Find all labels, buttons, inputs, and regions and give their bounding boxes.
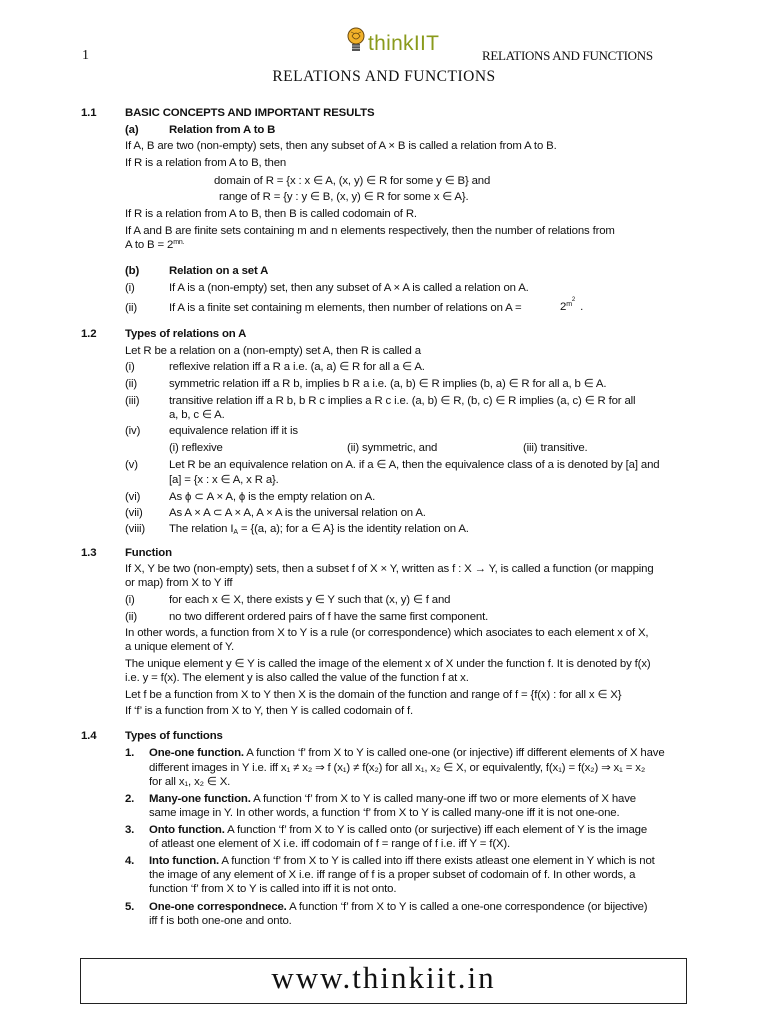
- item-text: no two different ordered pairs of f have the same first component.: [169, 611, 489, 623]
- text-part: A function ‘f’ from X to Y is called a one-one correspondence (or bijective): [286, 901, 648, 913]
- section-heading: Function: [125, 547, 172, 559]
- item-text: As A × A ⊂ A × A, A × A is the universal relation on A.: [169, 507, 426, 519]
- item-number: (iii): [125, 395, 140, 407]
- formula-power: [560, 297, 584, 314]
- item-text: different images in Y i.e. iff x₁ ≠ x₂ ⇒ f (x₁) ≠ f(x₂) for all x₁, x₂ ∈ X, or equivalently, f(x₁) = f(x₂) ⇒ x₁ = x₂: [149, 762, 646, 774]
- item-number: 1.: [125, 747, 135, 759]
- paragraph: or map) from X to Y iff: [125, 577, 233, 589]
- paragraph: If R is a relation from A to B, then B is called codomain of R.: [125, 208, 417, 220]
- formula-text: A to B = 2: [125, 239, 174, 251]
- item-number: (ii): [125, 611, 138, 623]
- item-number: 2.: [125, 793, 135, 805]
- range-formula: range of R = {y : y ∈ B, (x, y) ∈ R for some x ∈ A}.: [219, 191, 469, 203]
- paragraph: Let f be a function from X to Y then X is the domain of the function and range of f = {f(x) : for all x ∈ X}: [125, 689, 622, 701]
- paragraph: i.e. y = f(x). The element y is also called the value of the function f at x.: [125, 672, 469, 684]
- section-number: 1.3: [81, 547, 97, 559]
- paragraph: If ‘f’ is a function from X to Y, then Y is called codomain of f.: [125, 705, 414, 717]
- text-part: A function ‘f’ from X to Y is called onto (or surjective) iff each element of Y is the image: [224, 824, 647, 836]
- exponent-square: 2: [571, 297, 576, 303]
- sub-option: (iii) transitive.: [523, 442, 588, 454]
- item-text: [149, 823, 647, 837]
- paragraph: Let R be a relation on a (non-empty) set A, then R is called a: [125, 345, 421, 357]
- item-text: of atleast one element of X i.e. iff codomain of f = range of f i.e. iff Y = f(X).: [149, 838, 511, 850]
- item-text: transitive relation iff a R b, b R c implies a R c i.e. (a, b) ∈ R, (b, c) ∈ R implies (a, c) ∈ R for all: [169, 395, 636, 407]
- text-part: = {(a, a); for a ∈ A} is the identity relation on A.: [237, 523, 469, 535]
- item-text: symmetric relation iff a R b, implies b R a i.e. (a, b) ∈ R implies (b, a) ∈ R for all a, b ∈ A.: [169, 378, 607, 390]
- period: .: [580, 301, 584, 313]
- subsection-title: Relation from A to B: [169, 124, 276, 136]
- text-part: The relation I: [169, 523, 234, 535]
- subsection-title: Relation on a set A: [169, 265, 269, 277]
- section-heading: Types of functions: [125, 730, 223, 742]
- item-number: (iv): [125, 425, 141, 437]
- page-number: 1: [82, 48, 89, 63]
- item-text: [149, 854, 655, 868]
- item-text: for all x₁, x₂ ∈ X.: [149, 776, 231, 788]
- item-number: (i): [125, 282, 135, 294]
- item-number: (ii): [125, 378, 138, 390]
- item-heading: One-one correspondnece.: [149, 901, 287, 913]
- section-number: 1.1: [81, 107, 97, 119]
- item-number: (i): [125, 361, 135, 373]
- text-part: A function ‘f’ from X to Y is called many-one iff two or more elements of X have: [250, 793, 636, 805]
- exponent: mn.: [173, 239, 185, 246]
- item-number: (vi): [125, 491, 141, 503]
- formula-base: 2: [560, 301, 567, 313]
- item-text: [149, 746, 665, 760]
- item-text: If A is a finite set containing m elements, then number of relations on A =: [169, 302, 522, 314]
- paragraph: If X, Y be two (non-empty) sets, then a subset f of X × Y, written as f : X → Y, is called a function (or mapping: [125, 563, 654, 575]
- item-number: (ii): [125, 302, 138, 314]
- item-number: (vii): [125, 507, 143, 519]
- paragraph: If A and B are finite sets containing m and n elements respectively, then the number of relations from: [125, 225, 615, 237]
- footer-banner: [80, 958, 687, 1004]
- item-heading: Into function.: [149, 855, 220, 867]
- item-text: a, b, c ∈ A.: [169, 409, 225, 421]
- item-text: iff f is both one-one and onto.: [149, 915, 292, 927]
- item-text: reflexive relation iff a R a i.e. (a, a) ∈ R for all a ∈ A.: [169, 361, 425, 373]
- item-heading: Many-one function.: [149, 793, 251, 805]
- item-number: 3.: [125, 824, 135, 836]
- footer-url: www.thinkiit.in: [271, 960, 496, 995]
- item-text: [a] = {x : x ∈ A, x R a}.: [169, 474, 279, 486]
- item-text: As ϕ ⊂ A × A, ϕ is the empty relation on A.: [169, 491, 376, 503]
- item-text: Let R be an equivalence relation on A. if a ∈ A, then the equivalence class of a is denoted by [a] and: [169, 459, 660, 471]
- item-number: 4.: [125, 855, 135, 867]
- exponent: m: [566, 301, 572, 308]
- item-text: equivalence relation iff it is: [169, 425, 298, 437]
- item-text: [149, 900, 647, 914]
- paragraph: The unique element y ∈ Y is called the image of the element x of X under the function f. It is denoted by f(x): [125, 658, 651, 670]
- item-text: [149, 792, 636, 806]
- item-text: same image in Y. In other words, a function ‘f’ from X to Y is called many-one iff it is not one-one.: [149, 807, 620, 819]
- item-text: function ‘f’ from X to Y is called into iff it is not onto.: [149, 883, 397, 895]
- item-heading: Onto function.: [149, 824, 225, 836]
- lightbulb-icon: [346, 26, 366, 54]
- item-text: the image of any element of X i.e. iff range of f is a proper subset of codomain of f. In other words, a: [149, 869, 636, 881]
- item-number: (viii): [125, 523, 145, 535]
- sub-option: (i) reflexive: [169, 442, 223, 454]
- section-number: 1.2: [81, 328, 97, 340]
- running-title: RELATIONS AND FUNCTIONS: [482, 48, 653, 63]
- item-text: If A is a (non-empty) set, then any subset of A × A is called a relation on A.: [169, 282, 529, 294]
- paragraph: [125, 238, 184, 252]
- sub-option: (ii) symmetric, and: [347, 442, 438, 454]
- item-number: (i): [125, 594, 135, 606]
- text-part: A function ‘f’ from X to Y is called one-one (or injective) iff different elements of X have: [243, 747, 665, 759]
- item-number: (v): [125, 459, 138, 471]
- paragraph: a unique element of Y.: [125, 641, 235, 653]
- item-text: for each x ∈ X, there exists y ∈ Y such that (x, y) ∈ f and: [169, 594, 451, 606]
- thinkiit-logo: [340, 24, 460, 64]
- subsection-label: (a): [125, 124, 139, 136]
- subscript: A: [233, 529, 238, 536]
- paragraph: If A, B are two (non-empty) sets, then any subset of A × B is called a relation from A to B.: [125, 140, 557, 152]
- domain-formula: domain of R = {x : x ∈ A, (x, y) ∈ R for some y ∈ B} and: [214, 175, 491, 187]
- section-heading: Types of relations on A: [125, 328, 247, 340]
- section-number: 1.4: [81, 730, 97, 742]
- item-number: 5.: [125, 901, 135, 913]
- page-title: RELATIONS AND FUNCTIONS: [272, 68, 496, 85]
- item-text: [169, 522, 469, 536]
- item-heading: One-one function.: [149, 747, 244, 759]
- text-part: A function ‘f’ from X to Y is called into iff there exists atleast one element in Y which is not: [219, 855, 655, 867]
- section-heading: BASIC CONCEPTS AND IMPORTANT RESULTS: [125, 107, 375, 119]
- paragraph: In other words, a function from X to Y is a rule (or correspondence) which asociates to each element x of X,: [125, 627, 649, 639]
- logo-text: thinkIIT: [368, 32, 440, 55]
- subsection-label: (b): [125, 265, 140, 277]
- paragraph: If R is a relation from A to B, then: [125, 157, 287, 169]
